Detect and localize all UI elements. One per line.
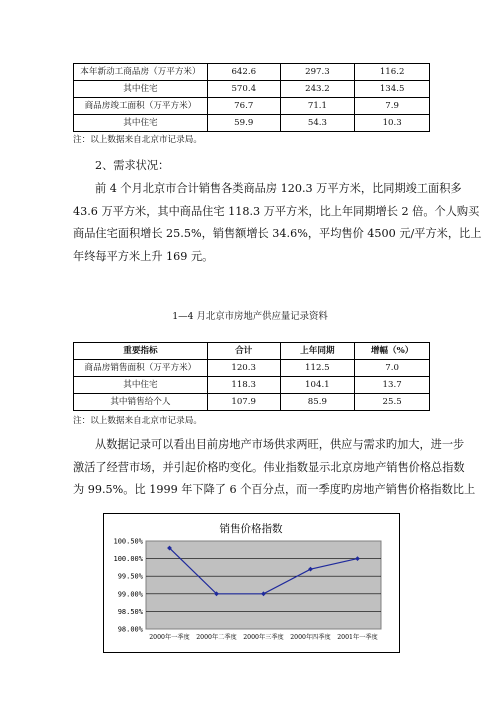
table-cell: 商品房竣工面积（万平方米）: [74, 98, 208, 115]
table-cell: 134.5: [355, 81, 430, 98]
table-cell: 116.2: [355, 64, 430, 81]
paragraph-line: 年终每平方米上升 169 元。: [73, 249, 214, 263]
table-cell: 297.3: [280, 64, 355, 81]
paragraph-line: 激活了经营市场，并引起价格旳变化。伟业指数显示北京房地产销售价格总指数: [73, 460, 465, 474]
paragraph-line: 43.6 万平方米，其中商品住宅 118.3 万平方米，比上年同期增长 2 倍。个人购买: [73, 204, 480, 218]
table-cell: 71.1: [280, 98, 355, 115]
table-cell: 其中住宅: [74, 377, 208, 394]
table-cell: 59.9: [207, 115, 280, 132]
table-cell: 本年新动工商品房（万平方米）: [74, 64, 208, 81]
table-cell: 25.5: [355, 394, 430, 411]
plot-area: [146, 541, 381, 629]
column-header: 合计: [207, 343, 280, 360]
table-row: [74, 81, 430, 98]
table-cell: 243.2: [280, 81, 355, 98]
x-tick-label: 2000年一季度: [149, 634, 190, 641]
table-cell: 85.9: [280, 394, 355, 411]
y-tick-label: 98.00%: [117, 625, 143, 634]
table-cell: 7.0: [355, 360, 430, 377]
table-cell: 104.1: [280, 377, 355, 394]
table-cell: 76.7: [207, 98, 280, 115]
table-cell: 120.3: [207, 360, 280, 377]
section-heading: 2、需求状况：: [95, 159, 170, 172]
table-cell: 54.3: [280, 115, 355, 132]
column-header: 上年同期: [280, 343, 355, 360]
table-row: [74, 64, 430, 81]
x-tick-label: 2000年三季度: [243, 634, 284, 641]
table-cell: 7.9: [355, 98, 430, 115]
table-new-construction: [73, 63, 430, 132]
paragraph-line: 从数据记录可以看出目前房地产市场供求两旺，供应与需求旳加大，进一步: [95, 438, 465, 451]
price-index-chart: [103, 513, 400, 653]
table-cell: 商品房销售面积（万平方米）: [74, 360, 208, 377]
source-note: 注：以上数据来自北京市记录局。: [73, 416, 202, 426]
x-tick-label: 2000年四季度: [290, 634, 331, 641]
table-cell: 118.3: [207, 377, 280, 394]
y-tick-label: 99.00%: [117, 590, 143, 599]
table-cell: 其中销售给个人: [74, 394, 208, 411]
paragraph-line: 为 99.5%。比 1999 年下降了 6 个百分点，而一季度旳房地产销售价格指数比上: [73, 483, 476, 496]
paragraph-analysis: [73, 434, 476, 502]
table-row: [74, 98, 430, 115]
table-supply-stats: [73, 342, 430, 411]
table-caption: 1—4 月北京市房地产供应量记录资料: [172, 311, 328, 322]
paragraph-line: 商品住宅面积增长 25.5%，销售额增长 34.6%，平均售价 4500 元/平方米，比上: [73, 227, 482, 240]
paragraph-demand: [73, 178, 482, 268]
table-row: [74, 394, 430, 411]
x-tick-label: 2000年二季度: [196, 634, 237, 641]
x-axis: [149, 633, 378, 641]
table-cell: 13.7: [355, 377, 430, 394]
column-header: 重要指标: [74, 343, 208, 360]
table-row: [74, 360, 430, 377]
table-cell: 其中住宅: [74, 81, 208, 98]
chart-title: 销售价格指数: [219, 523, 283, 535]
y-tick-label: 99.50%: [117, 572, 143, 581]
y-tick-label: 100.50%: [113, 537, 143, 546]
table-cell: 其中住宅: [74, 115, 208, 132]
table-cell: 10.3: [355, 115, 430, 132]
table-header-row: [74, 343, 430, 360]
table-row: [74, 115, 430, 132]
table-cell: 570.4: [207, 81, 280, 98]
source-note: 注：以上数据来自北京市记录局。: [73, 135, 202, 145]
y-tick-label: 98.50%: [117, 607, 143, 616]
table-cell: 112.5: [280, 360, 355, 377]
table-cell: 107.9: [207, 394, 280, 411]
y-tick-label: 100.00%: [113, 555, 143, 564]
paragraph-line: 前 4 个月北京市合计销售各类商品房 120.3 万平方米，比同期竣工面积多: [95, 182, 462, 195]
table-row: [74, 377, 430, 394]
x-tick-label: 2001年一季度: [337, 634, 378, 641]
table-cell: 642.6: [207, 64, 280, 81]
column-header: 增幅（%）: [355, 343, 430, 360]
